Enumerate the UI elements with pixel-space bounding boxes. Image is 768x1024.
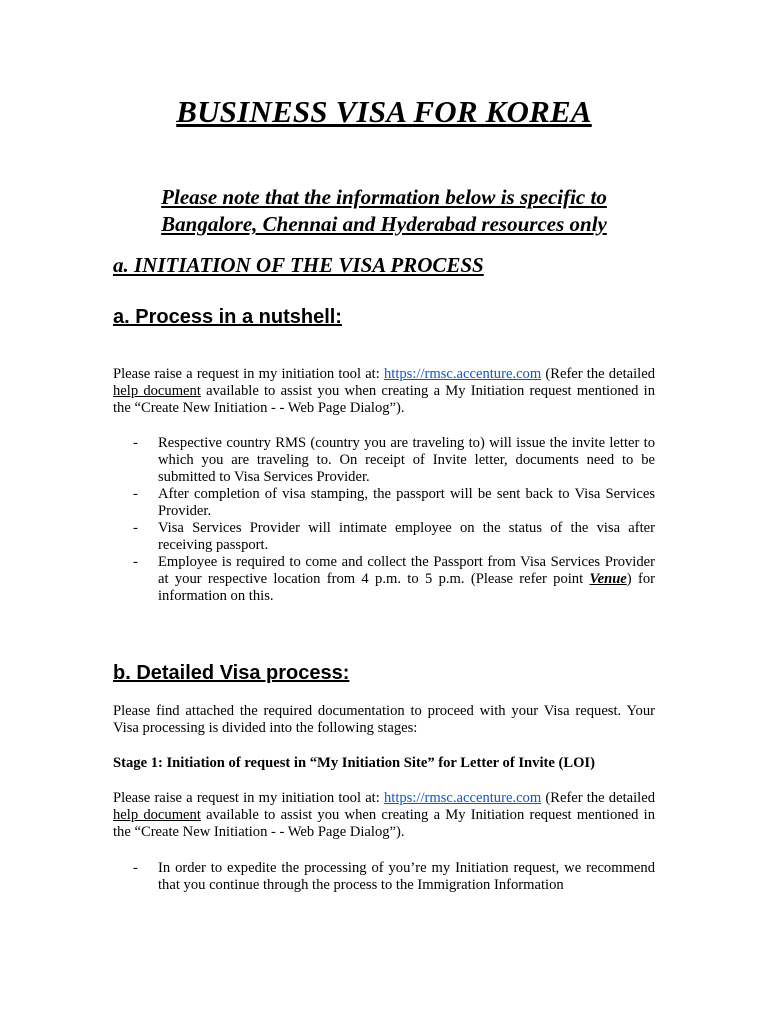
- initiation-text-2: (Refer the detailed: [541, 366, 655, 382]
- location-note-line-1: Please note that the information below is specific to: [161, 185, 607, 209]
- list-item: - Employee is required to come and collect the Passport from Visa Services Provider at your respective location from 4 p.m. to 5 p.m. (Please refer point Venue) for information on this.: [133, 554, 655, 604]
- document-title: BUSINESS VISA FOR KOREA: [176, 94, 592, 129]
- location-note-line-2: Bangalore, Chennai and Hyderabad resources only: [161, 212, 607, 236]
- rmsc-link[interactable]: https://rmsc.accenture.com: [383, 366, 542, 382]
- detailed-intro-paragraph: Please find attached the required documentation to proceed with your Visa request. Your Visa processing is divided into the following stages:: [113, 703, 655, 736]
- bullet-text: In order to expedite the processing of you’re my Initiation request, we recommend that you continue through the process to the Immigration Information: [158, 860, 655, 893]
- initiation-paragraph: [113, 366, 655, 417]
- stage-text-2: (Refer the detailed: [541, 790, 655, 806]
- help-document-link[interactable]: help document: [113, 383, 201, 399]
- stage-1-heading: Stage 1: Initiation of request in “My Initiation Site” for Letter of Invite (LOI): [113, 755, 595, 771]
- list-item: - Respective country RMS (country you are traveling to) will issue the invite letter to which you are traveling to. On receipt of Invite letter, documents need to be submitted to Visa Services Provider.: [133, 435, 655, 485]
- process-nutshell-heading: a. Process in a nutshell:: [113, 306, 342, 328]
- stage-1-paragraph: [113, 790, 655, 841]
- stage-1-bullet-list: [113, 860, 655, 894]
- initiation-text-3: available to assist you when creating a My Initiation request mentioned in the “Create New Initiation - - Web Page Dialog”).: [113, 383, 655, 416]
- nutshell-bullet-list: [113, 435, 655, 605]
- initiation-text: Please raise a request in my initiation tool at:: [113, 366, 384, 382]
- bullet-text: Visa Services Provider will intimate employee on the status of the visa after receiving passport.: [158, 520, 655, 553]
- list-item: - In order to expedite the processing of you’re my Initiation request, we recommend that you continue through the process to the Immigration Information: [133, 860, 655, 893]
- bullet-text: After completion of visa stamping, the passport will be sent back to Visa Services Provider.: [158, 486, 655, 519]
- detailed-visa-heading: b. Detailed Visa process:: [113, 662, 350, 684]
- stage-text: Please raise a request in my initiation tool at:: [113, 790, 384, 806]
- rmsc-link[interactable]: https://rmsc.accenture.com: [383, 790, 542, 806]
- list-item: - Visa Services Provider will intimate employee on the status of the visa after receiving passport.: [133, 520, 655, 553]
- bullet-text-end: ) for information on this.: [158, 571, 655, 604]
- help-document-link[interactable]: help document: [113, 807, 201, 823]
- list-item: - After completion of visa stamping, the passport will be sent back to Visa Services Provider.: [133, 486, 655, 519]
- section-a-heading: a. INITIATION OF THE VISA PROCESS: [113, 253, 484, 277]
- bullet-text: Respective country RMS (country you are traveling to) will issue the invite letter to which you are traveling to. On receipt of Invite letter, documents need to be submitted to Visa Services Provider.: [158, 435, 655, 485]
- venue-reference: Venue: [589, 571, 627, 587]
- bullet-text: Employee is required to come and collect the Passport from Visa Services Provider at your respective location from 4 p.m. to 5 p.m. (Please refer point: [158, 554, 655, 587]
- location-note: [113, 184, 655, 238]
- stage-text-3: available to assist you when creating a My Initiation request mentioned in the “Create New Initiation - - Web Page Dialog”).: [113, 807, 655, 840]
